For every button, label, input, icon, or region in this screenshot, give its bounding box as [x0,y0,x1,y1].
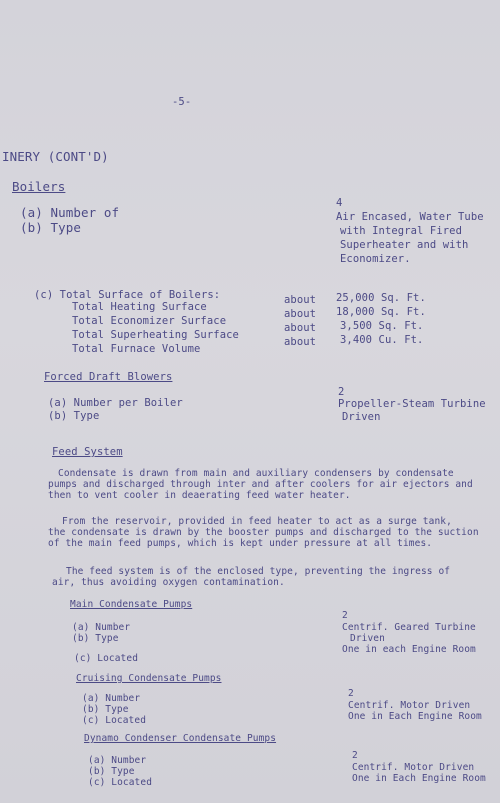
boilers-type-line-3: Superheater and with [340,239,469,251]
boilers-heading: Boilers [12,179,66,194]
heating-surface-value: 25,000 Sq. Ft. [336,292,426,304]
section-title: INERY (CONT'D) [2,149,109,164]
furnace-volume-value: 3,400 Cu. Ft. [340,334,424,346]
feed-p1-line-1: Condensate is drawn from main and auxiliary condensers by condensate [58,468,454,479]
dynamo-condensate-b-label: (b) Type [88,766,135,777]
boilers-type-line-2: with Integral Fired [340,225,463,237]
boilers-b-label: (b) Type [20,220,82,235]
feed-p2-line-2: the condensate is drawn by the booster pumps and discharged to the suction [48,527,479,538]
economizer-surface-label: Total Economizer Surface [72,315,227,327]
dynamo-condensate-number-value: 2 [352,750,358,761]
superheating-surface-qualifier: about [284,322,317,334]
feed-p1-line-3: then to vent cooler in deaerating feed water heater. [48,490,351,501]
dynamo-condensate-a-label: (a) Number [88,755,147,766]
economizer-surface-value: 18,000 Sq. Ft. [336,306,426,318]
cruising-condensate-heading: Cruising Condensate Pumps [76,673,222,684]
forced-draft-type-line-1: Propeller-Steam Turbine [338,398,486,410]
boilers-type-line-4: Economizer. [340,253,411,265]
main-condensate-b-label: (b) Type [72,633,119,644]
cruising-condensate-type-value: Centrif. Motor Driven [348,700,471,711]
forced-draft-b-label: (b) Type [48,410,100,422]
cruising-condensate-c-label: (c) Located [82,715,147,726]
forced-draft-heading: Forced Draft Blowers [44,371,173,383]
boilers-type-line-1: Air Encased, Water Tube [336,211,484,223]
feed-p1-line-2: pumps and discharged through inter and after coolers for air ejectors and [48,479,473,490]
main-condensate-c-label: (c) Located [74,653,139,664]
feed-system-heading: Feed System [52,446,123,458]
feed-p2-line-3: of the main feed pumps, which is kept under pressure at all times. [48,538,433,549]
forced-draft-a-label: (a) Number per Boiler [48,397,183,409]
forced-draft-type-line-2: Driven [342,411,381,423]
page-number: -5- [172,96,192,108]
boilers-number-value: 4 [336,197,343,209]
economizer-surface-qualifier: about [284,308,317,320]
main-condensate-type-line-2: Driven [350,633,385,644]
superheating-surface-value: 3,500 Sq. Ft. [340,320,424,332]
dynamo-condensate-type-value: Centrif. Motor Driven [352,762,475,773]
feed-p2-line-1: From the reservoir, provided in feed heater to act as a surge tank, [62,516,452,527]
main-condensate-number-value: 2 [342,610,348,621]
feed-p3-line-2: air, thus avoiding oxygen contamination. [52,577,285,588]
heating-surface-label: Total Heating Surface [72,301,207,313]
cruising-condensate-a-label: (a) Number [82,693,141,704]
cruising-condensate-located-value: One in Each Engine Room [348,711,482,722]
dynamo-condensate-located-value: One in Each Engine Room [352,773,486,784]
dynamo-condensate-c-label: (c) Located [88,777,153,788]
boiler-surface-label: (c) Total Surface of Boilers: [34,289,221,301]
forced-draft-number-value: 2 [338,386,345,398]
furnace-volume-qualifier: about [284,336,317,348]
main-condensate-located-value: One in each Engine Room [342,644,476,655]
main-condensate-heading: Main Condensate Pumps [70,599,193,610]
superheating-surface-label: Total Superheating Surface [72,329,239,341]
dynamo-condensate-heading: Dynamo Condenser Condensate Pumps [84,733,277,744]
cruising-condensate-number-value: 2 [348,688,354,699]
main-condensate-a-label: (a) Number [72,622,131,633]
furnace-volume-label: Total Furnace Volume [72,343,201,355]
main-condensate-type-line-1: Centrif. Geared Turbine [342,622,476,633]
feed-p3-line-1: The feed system is of the enclosed type, preventing the ingress of [66,566,451,577]
heating-surface-qualifier: about [284,294,317,306]
boilers-a-label: (a) Number of [20,205,120,220]
cruising-condensate-b-label: (b) Type [82,704,129,715]
